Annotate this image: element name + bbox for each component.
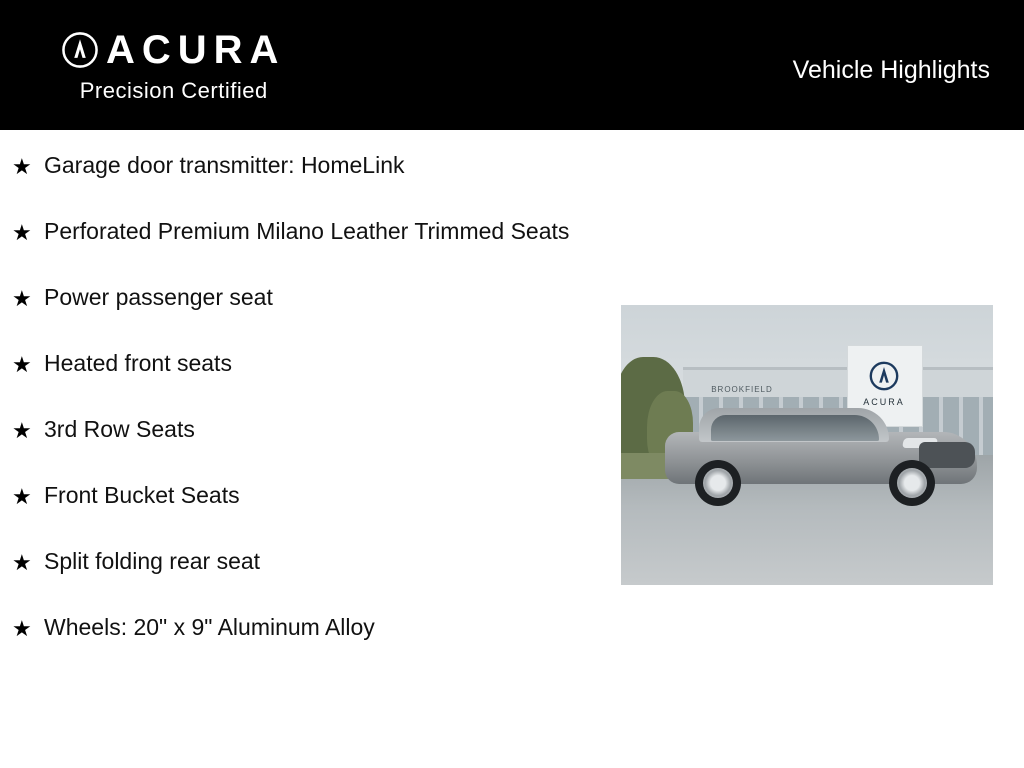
photo-building-sign-text: BROOKFIELD — [711, 385, 773, 394]
photo-vehicle-rim — [703, 468, 733, 498]
list-item — [0, 544, 600, 578]
brand-tagline: Precision Certified — [79, 77, 268, 103]
photo-vehicle — [651, 400, 981, 510]
list-item-label: Perforated Premium Milano Leather Trimmed Seats — [44, 218, 570, 244]
photo-vehicle-wheel — [889, 460, 935, 506]
photo-vehicle-grille — [919, 442, 975, 468]
list-item-label: 3rd Row Seats — [44, 416, 195, 442]
list-item — [0, 412, 600, 446]
list-item — [0, 280, 600, 314]
list-item-label: Garage door transmitter: HomeLink — [44, 152, 405, 178]
photo-vehicle-rim — [897, 468, 927, 498]
list-item-label: Heated front seats — [44, 350, 232, 376]
brand-name: ACURA — [106, 27, 286, 72]
acura-caliper-logo-icon — [62, 32, 98, 68]
brand-row — [62, 27, 286, 72]
photo-dealer-sign-text: ACURA — [863, 397, 905, 407]
list-item — [0, 610, 600, 644]
list-item — [0, 478, 600, 512]
star-bullet-icon: ★ — [12, 484, 32, 509]
acura-caliper-logo-icon — [869, 361, 899, 391]
list-item — [0, 346, 600, 380]
star-bullet-icon: ★ — [12, 550, 32, 575]
page-header — [0, 0, 1024, 130]
list-item-label: Split folding rear seat — [44, 548, 261, 574]
list-item-label: Front Bucket Seats — [44, 482, 240, 508]
star-bullet-icon: ★ — [12, 352, 32, 377]
star-bullet-icon: ★ — [12, 154, 32, 179]
brand-lockup — [62, 27, 286, 103]
star-bullet-icon: ★ — [12, 418, 32, 443]
page-title: Vehicle Highlights — [792, 56, 990, 84]
list-item-label: Power passenger seat — [44, 284, 273, 310]
star-bullet-icon: ★ — [12, 286, 32, 311]
vehicle-photo — [621, 305, 993, 585]
star-bullet-icon: ★ — [12, 616, 32, 641]
list-item — [0, 214, 600, 248]
photo-vehicle-wheel — [695, 460, 741, 506]
content-area — [0, 130, 1024, 768]
star-bullet-icon: ★ — [12, 220, 32, 245]
list-item — [0, 148, 600, 182]
photo-vehicle-windows — [711, 415, 879, 441]
list-item-label: Wheels: 20" x 9" Aluminum Alloy — [44, 614, 375, 640]
vehicle-highlights-list — [0, 148, 600, 676]
